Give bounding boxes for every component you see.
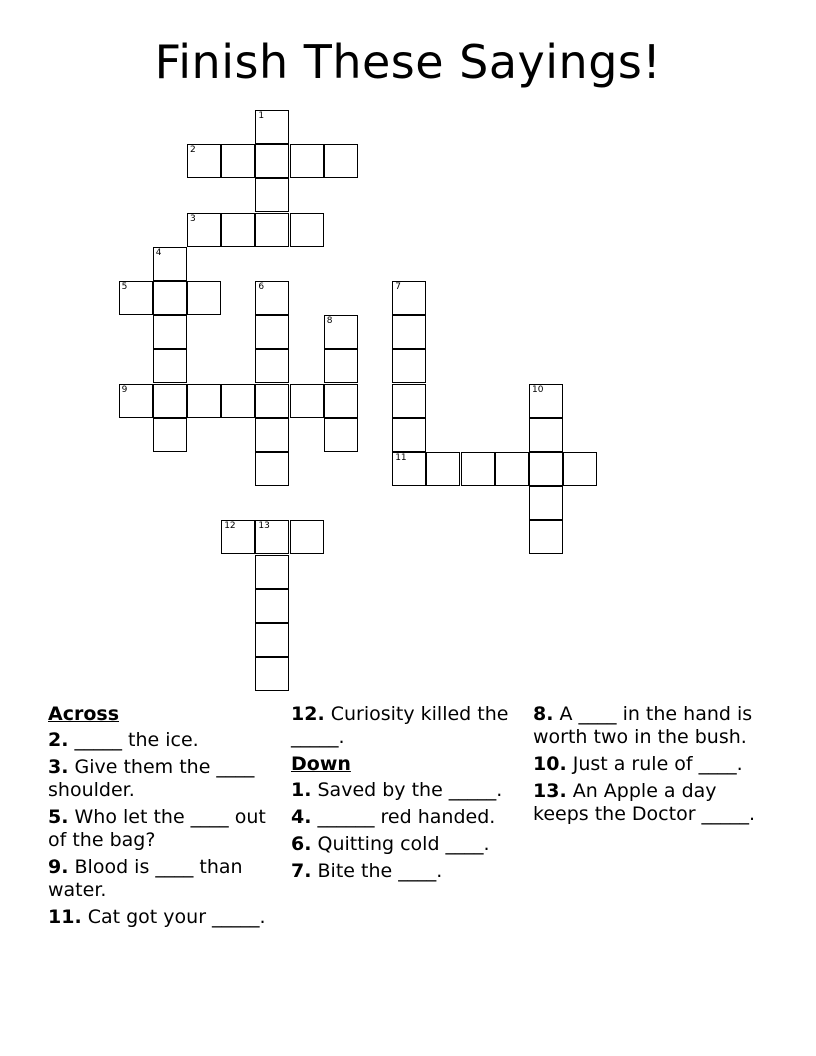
grid-cell[interactable] <box>255 110 289 144</box>
grid-cell[interactable] <box>290 520 324 554</box>
clue-text: A ____ in the hand is worth two in the bush. <box>533 703 753 748</box>
grid-cell[interactable] <box>255 623 289 657</box>
clue-down-8 <box>533 703 768 749</box>
grid-cell[interactable] <box>290 144 324 178</box>
cell-number: 5 <box>121 282 128 292</box>
clue-number: 7. <box>291 860 312 882</box>
grid-cell[interactable] <box>529 452 563 486</box>
cell-number: 7 <box>395 282 401 292</box>
grid-cell[interactable] <box>392 418 426 452</box>
clue-number: 5. <box>48 806 69 828</box>
grid-cell[interactable] <box>153 315 187 349</box>
grid-cell[interactable] <box>255 520 289 554</box>
clue-number: 9. <box>48 856 69 878</box>
grid-cell[interactable] <box>529 486 563 520</box>
clue-text: Just a rule of ____. <box>572 753 743 775</box>
grid-cell[interactable] <box>392 384 426 418</box>
grid-cell[interactable] <box>255 213 289 247</box>
clue-text: Give them the ____ shoulder. <box>48 756 255 801</box>
cell-number: 11 <box>395 453 407 463</box>
grid-cell[interactable] <box>324 384 358 418</box>
clue-column-2 <box>291 703 516 887</box>
grid-cell[interactable] <box>324 315 358 349</box>
grid-cell[interactable] <box>563 452 597 486</box>
clue-text: Who let the ____ out of the bag? <box>48 806 266 851</box>
grid-cell[interactable] <box>153 384 187 418</box>
grid-cell[interactable] <box>187 281 221 315</box>
clue-text: An Apple a day keeps the Doctor _____. <box>533 780 756 825</box>
cell-number: 12 <box>224 521 236 532</box>
clue-text: Cat got your _____. <box>87 906 266 928</box>
grid-cell[interactable] <box>187 384 221 418</box>
cell-number: 8 <box>326 316 333 327</box>
grid-cell[interactable] <box>255 315 289 349</box>
grid-cell[interactable] <box>290 213 324 247</box>
clue-text: _____ the ice. <box>74 729 199 751</box>
grid-cell[interactable] <box>255 657 289 691</box>
grid-cell[interactable] <box>221 384 255 418</box>
grid-cell[interactable] <box>255 418 289 452</box>
clue-across-2 <box>48 729 273 752</box>
cell-number: 4 <box>155 247 162 258</box>
grid-cell[interactable] <box>529 418 563 452</box>
grid-cell[interactable] <box>255 555 289 589</box>
grid-cell[interactable] <box>324 144 358 178</box>
grid-cell[interactable] <box>255 452 289 486</box>
grid-cell[interactable] <box>153 418 187 452</box>
clue-text: Quitting cold ____. <box>317 833 490 855</box>
clue-down-4 <box>291 806 516 829</box>
grid-cell[interactable] <box>153 349 187 383</box>
grid-cell[interactable] <box>461 452 495 486</box>
grid-cell[interactable] <box>290 384 324 418</box>
clue-across-9 <box>48 856 273 902</box>
cell-number: 13 <box>258 521 270 532</box>
clue-down-1 <box>291 779 516 802</box>
grid-cell[interactable] <box>119 384 153 418</box>
grid-cell[interactable] <box>221 520 255 554</box>
cell-number: 1 <box>258 111 265 121</box>
grid-cell[interactable] <box>255 349 289 383</box>
clue-number: 13. <box>533 780 567 802</box>
clue-number: 8. <box>533 703 554 725</box>
grid-cell[interactable] <box>324 349 358 383</box>
down-heading: Down <box>291 753 351 775</box>
grid-cell[interactable] <box>187 213 221 247</box>
grid-cell[interactable] <box>529 520 563 554</box>
cell-number: 9 <box>121 384 128 395</box>
grid-cell[interactable] <box>392 349 426 383</box>
clue-down-10 <box>533 753 768 776</box>
clue-column-3 <box>533 703 768 830</box>
grid-cell[interactable] <box>495 452 529 486</box>
clue-across-12 <box>291 703 516 749</box>
grid-cell[interactable] <box>221 213 255 247</box>
clue-text: Curiosity killed the _____. <box>291 703 509 748</box>
clue-number: 4. <box>291 806 312 828</box>
clue-down-6 <box>291 833 516 856</box>
clue-text: Blood is ____ than water. <box>48 856 243 901</box>
grid-cell[interactable] <box>221 144 255 178</box>
clue-number: 2. <box>48 729 69 751</box>
clue-number: 3. <box>48 756 69 778</box>
clue-across-11 <box>48 906 273 929</box>
clue-number: 10. <box>533 753 567 775</box>
grid-cell[interactable] <box>392 315 426 349</box>
grid-cell[interactable] <box>255 178 289 212</box>
cell-number: 3 <box>190 213 196 224</box>
clue-text: Saved by the _____. <box>317 779 503 801</box>
clue-across-3 <box>48 756 273 802</box>
grid-cell[interactable] <box>255 281 289 315</box>
grid-cell[interactable] <box>153 281 187 315</box>
grid-cell[interactable] <box>392 452 426 486</box>
grid-cell[interactable] <box>255 144 289 178</box>
clue-text: Bite the ____. <box>317 860 443 882</box>
puzzle-title: Finish These Sayings! <box>154 35 662 89</box>
grid-cell[interactable] <box>255 384 289 418</box>
clue-number: 1. <box>291 779 312 801</box>
grid-cell[interactable] <box>426 452 460 486</box>
cell-number: 10 <box>532 384 544 395</box>
clue-down-13 <box>533 780 768 826</box>
clue-text: ______ red handed. <box>317 806 496 828</box>
clue-number: 12. <box>291 703 325 725</box>
grid-cell[interactable] <box>119 281 153 315</box>
clue-column-1 <box>48 703 273 933</box>
clue-down-7 <box>291 860 516 883</box>
clue-number: 6. <box>291 833 312 855</box>
across-heading: Across <box>48 703 120 725</box>
grid-cell[interactable] <box>153 247 187 281</box>
grid-cell[interactable] <box>187 144 221 178</box>
grid-cell[interactable] <box>255 589 289 623</box>
grid-cell[interactable] <box>392 281 426 315</box>
clue-number: 11. <box>48 906 82 928</box>
cell-number: 6 <box>258 282 265 292</box>
cell-number: 2 <box>190 145 196 156</box>
grid-cell[interactable] <box>324 418 358 452</box>
clue-across-5 <box>48 806 273 852</box>
grid-cell[interactable] <box>529 384 563 418</box>
